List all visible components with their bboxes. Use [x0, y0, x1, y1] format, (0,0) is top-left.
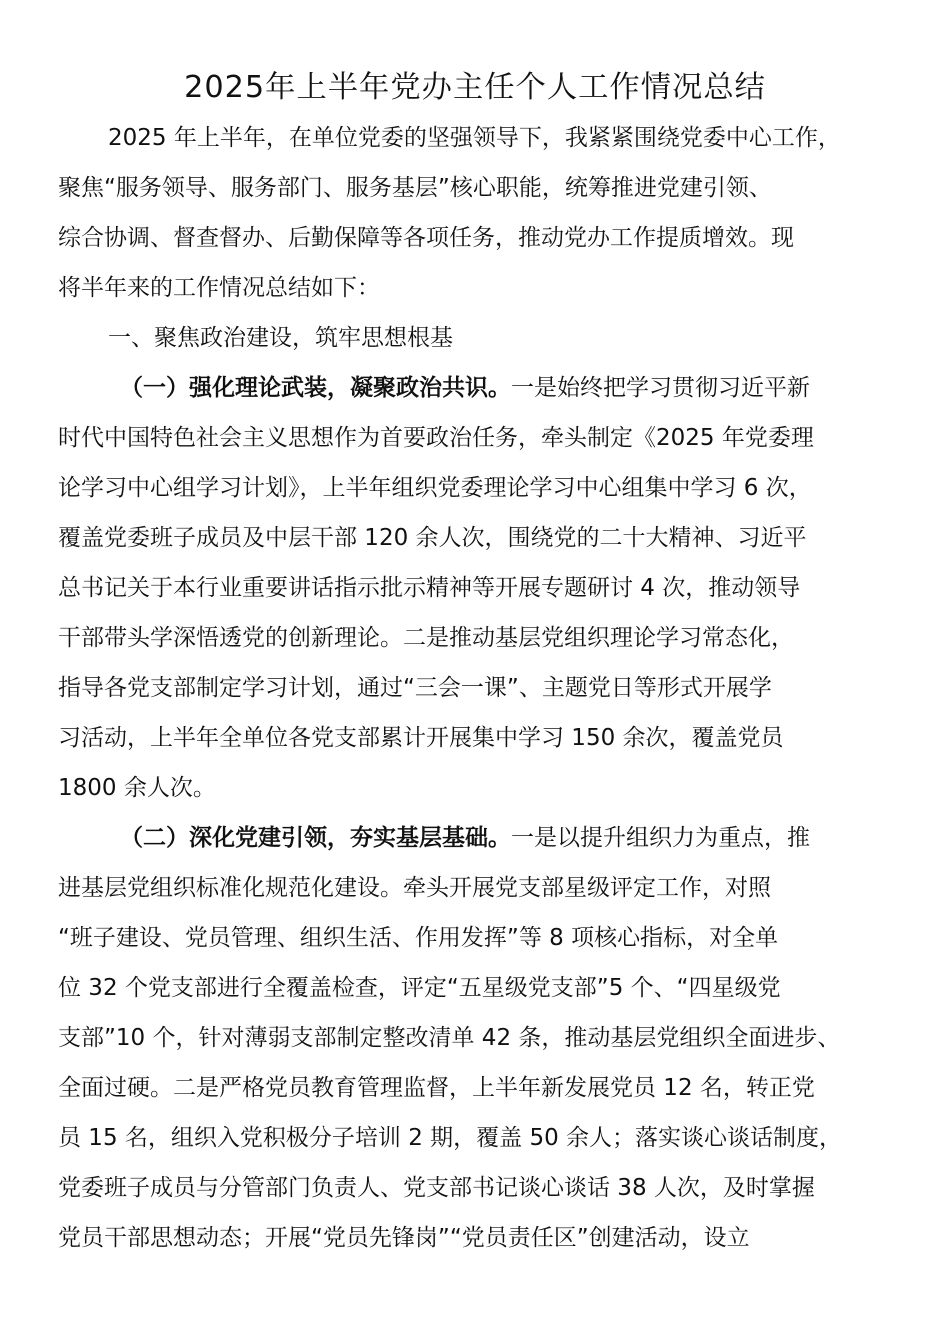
paragraph-line: 总书记关于本行业重要讲话指示批示精神等开展专题研讨 4 次，推动领导: [58, 575, 801, 601]
paragraph-line: 聚焦“服务领导、服务部门、服务基层”核心职能，统筹推进党建引领、: [58, 175, 772, 201]
paragraph-line: 员 15 名，组织入党积极分子培训 2 期，覆盖 50 余人；落实谈心谈话制度，: [58, 1125, 843, 1151]
subsection-heading: （二）深化党建引领，夯实基层基础。: [120, 825, 511, 851]
paragraph-line: 指导各党支部制定学习计划，通过“三会一课”、主题党日等形式开展学: [58, 675, 772, 701]
paragraph-line: 2025 年上半年，在单位党委的坚强领导下，我紧紧围绕党委中心工作，: [108, 125, 841, 151]
subsection-line: [120, 368, 810, 408]
paragraph-line: 位 32 个党支部进行全覆盖检查，评定“五星级党支部”5 个、“四星级党: [58, 975, 781, 1001]
paragraph-text: 一是始终把学习贯彻习近平新: [511, 375, 810, 401]
paragraph-line: 全面过硬。二是严格党员教育管理监督，上半年新发展党员 12 名，转正党: [58, 1075, 815, 1101]
paragraph-line: 进基层党组织标准化规范化建设。牵头开展党支部星级评定工作，对照: [58, 875, 771, 901]
subsection-heading: （一）强化理论武装，凝聚政治共识。: [120, 375, 511, 401]
paragraph-line: 1800 余人次。: [58, 775, 216, 801]
paragraph-line: 干部带头学深悟透党的创新理论。二是推动基层党组织理论学习常态化，: [58, 625, 794, 651]
subsection-line: [120, 818, 810, 858]
document-title: 2025年上半年党办主任个人工作情况总结: [184, 70, 766, 105]
paragraph-line: 时代中国特色社会主义思想作为首要政治任务，牵头制定《2025 年党委理: [58, 425, 814, 451]
paragraph-line: 论学习中心组学习计划》，上半年组织党委理论学习中心组集中学习 6 次，: [58, 475, 812, 501]
paragraph-line: 党委班子成员与分管部门负责人、党支部书记谈心谈话 38 人次，及时掌握: [58, 1175, 815, 1201]
paragraph-line: 将半年来的工作情况总结如下：: [58, 275, 380, 301]
section-heading: 一、聚焦政治建设，筑牢思想根基: [108, 325, 453, 351]
paragraph-text: 一是以提升组织力为重点，推: [511, 825, 810, 851]
paragraph-line: 覆盖党委班子成员及中层干部 120 余人次，围绕党的二十大精神、习近平: [58, 525, 807, 551]
paragraph-line: 习活动，上半年全单位各党支部累计开展集中学习 150 余次，覆盖党员: [58, 725, 784, 751]
paragraph-line: 支部”10 个，针对薄弱支部制定整改清单 42 条，推动基层党组织全面进步、: [58, 1025, 841, 1051]
paragraph-line: 综合协调、督查督办、后勤保障等各项任务，推动党办工作提质增效。现: [58, 225, 794, 251]
paragraph-line: “班子建设、党员管理、组织生活、作用发挥”等 8 项核心指标，对全单: [58, 925, 779, 951]
paragraph-line: 党员干部思想动态；开展“党员先锋岗”“党员责任区”创建活动，设立: [58, 1225, 750, 1251]
